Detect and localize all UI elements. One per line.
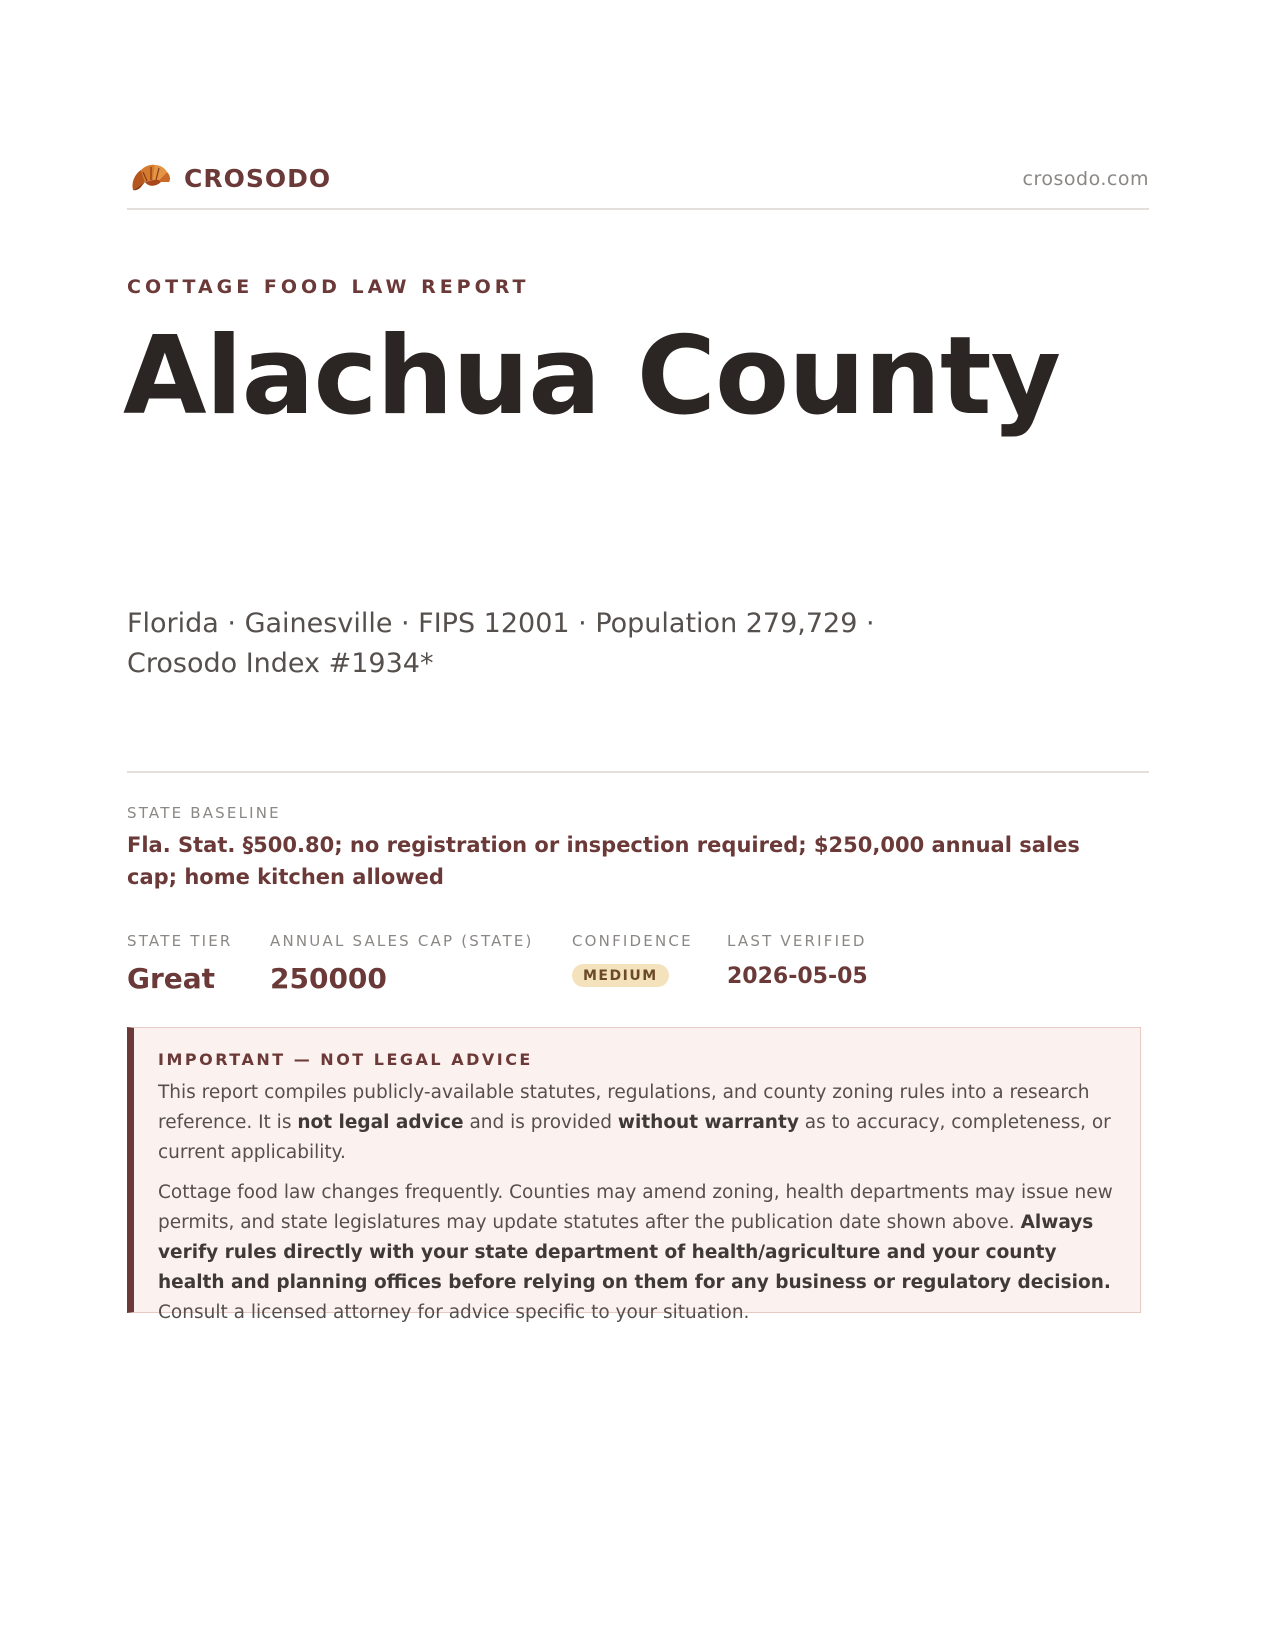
notice-emphasis: without warranty [617, 1112, 799, 1133]
county-meta-line-2: Crosodo Index #1934* [127, 648, 434, 679]
stat-value: 250000 [270, 962, 387, 995]
stat-annual-sales-cap [270, 932, 534, 995]
section-divider [127, 771, 1149, 773]
notice-emphasis: not legal advice [297, 1112, 464, 1133]
stat-label: CONFIDENCE [572, 932, 693, 950]
brand-name: CROSODO [184, 163, 332, 193]
stat-label: STATE TIER [127, 932, 233, 950]
notice-paragraph-2 [158, 1178, 1116, 1328]
stat-state-tier [127, 932, 233, 995]
notice-title: IMPORTANT — NOT LEGAL ADVICE [158, 1050, 533, 1069]
page-header [127, 156, 1149, 210]
stat-value: 2026-05-05 [727, 964, 868, 989]
notice-emphasis: Always verify rules directly with your state department of health/agriculture and your county health and planning offices before relying on them for any business or regulatory decision. [158, 1212, 1111, 1293]
stat-label: LAST VERIFIED [727, 932, 867, 950]
county-meta [127, 604, 887, 684]
croissant-icon [129, 160, 173, 196]
notice-text: Cottage food law changes frequently. Counties may amend zoning, health departments may issue new permits, and state legislatures may update statutes after the publication date shown above. [158, 1182, 1113, 1233]
notice-text: as to accuracy, completeness, or current applicability. [158, 1112, 1111, 1163]
stat-last-verified [727, 932, 868, 989]
brand [129, 160, 331, 196]
confidence-badge: MEDIUM [572, 964, 669, 987]
stats-row [127, 932, 1149, 1002]
site-url[interactable]: crosodo.com [1022, 168, 1149, 190]
notice-text: Consult a licensed attorney for advice specific to your situation. [158, 1302, 750, 1323]
stat-value: Great [127, 962, 216, 995]
notice-text: and is provided [463, 1112, 618, 1133]
notice-paragraph-1 [158, 1078, 1116, 1168]
stat-label: ANNUAL SALES CAP (STATE) [270, 932, 534, 950]
state-baseline-text: Fla. Stat. §500.80; no registration or inspection required; $250,000 annual sales cap; home kitchen allowed [127, 833, 1080, 889]
county-meta-line-1: Florida · Gainesville · FIPS 12001 · Population 279,729 · [127, 608, 875, 639]
state-baseline-label: STATE BASELINE [127, 804, 281, 822]
legal-notice [127, 1027, 1141, 1323]
report-kicker: COTTAGE FOOD LAW REPORT [127, 276, 530, 298]
notice-text: This report compiles publicly-available statutes, regulations, and county zoning rules into a research reference. It is [158, 1082, 1090, 1133]
stat-confidence [572, 932, 693, 987]
page-title: Alachua County [123, 314, 1061, 439]
